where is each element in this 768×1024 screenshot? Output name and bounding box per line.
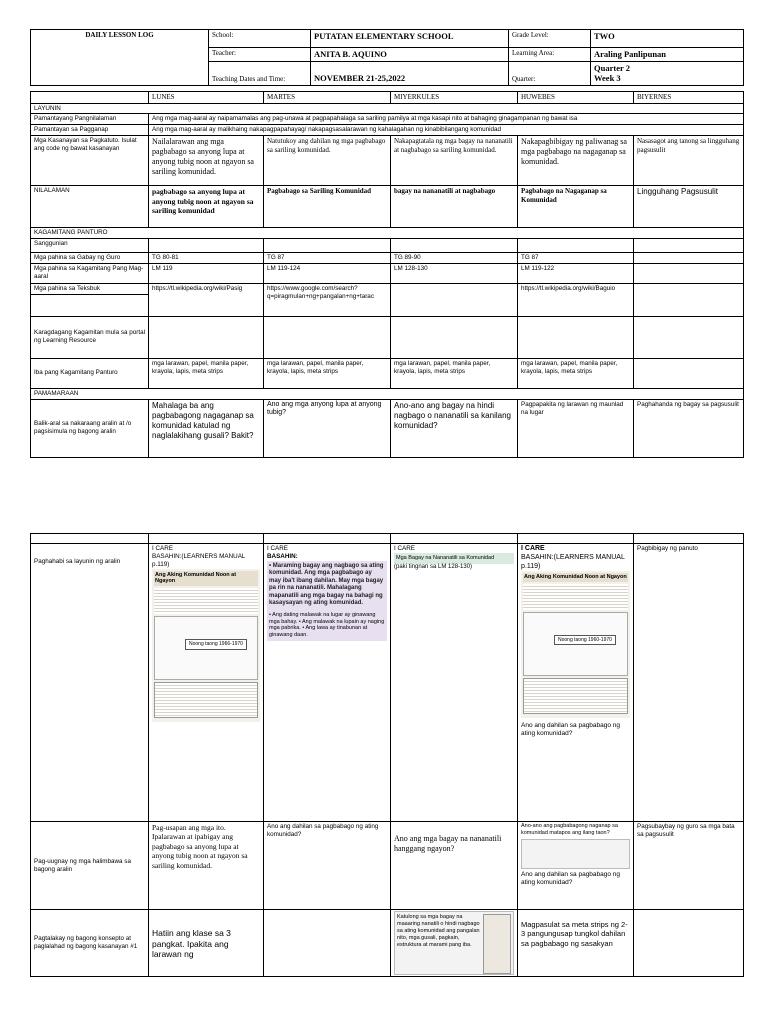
iba-cell: mga larawan, papel, manila paper, krayola, lapis, meta strips [264,358,391,388]
lesson-log-part-2 [30,533,743,977]
gabay-cell: TG 87 [264,253,391,264]
empty-cell [518,239,634,253]
image-title: Ang Aking Komunidad Noon at Ngayon [524,574,627,581]
teacher-name: ANITA B. AQUINO [311,48,509,62]
iba-cell: mga larawan, papel, manila paper, krayola, lapis, meta strips [391,358,518,388]
reading-bullets: • Ang dating malawak na lugar ay ginawang mga bahay. • Ang malawak na lupain ay naging mga pabrika. • Ang lawa ay tinabunan at ginawang daan. [269,611,385,639]
row-label: Pag-uugnay ng mga halimbawa sa bagong aralin [31,822,149,910]
empty-cell [391,316,518,358]
kasanayan-cell: Natutukoy ang dahilan ng mga pagbabago sa sariling komunidad. [264,136,391,186]
dates-label: Teaching Dates and Time: [209,61,311,85]
day-header: BIYERNES [634,91,744,103]
balik-cell: Ano ang mga anyong lupa at anyong tubig? [264,399,391,457]
lesson-log-part-1 [30,29,743,458]
quarter-value [591,61,744,85]
main-table [30,91,744,458]
pag-uugnay-wed: Ano ang mga bagay na nananatili hanggang ngayon? [391,822,518,910]
reading-text: • Maraming bagay ang nagbago sa ating komunidad. Ang mga pagbabago ay may iba't ibang dahilan. May mga bagay pa rin na nananatili. Mahalagang mapanatili ang mga bagay na bahagi ng kasaysayan ng ating komunidad. [269,562,384,607]
row-label: Karagdagang Kagamitan mula sa portal ng Learning Resource [31,316,149,358]
kagamitang-cell [634,263,744,283]
section-pamamaraan: PAMAMARAAN [31,388,744,399]
balik-cell: Pagpapakita ng larawan ng maunlad na lugar [518,399,634,457]
empty-cell [634,316,744,358]
year-badge: Noong taong 1960-1970 [554,635,616,645]
comparison-table-image [521,839,630,869]
pag-uugnay-fri: Pagsubaybay ng guro sa mga bata sa pagsusulit [634,822,744,910]
year-badge: Noong taong 1966-1970 [185,639,247,649]
week-number: Week 3 [594,73,621,84]
teacher-figure-icon [483,914,511,974]
gabay-cell: TG 80-81 [149,253,264,264]
kasanayan-cell: Nakapagtatala ng mga bagay na nananatili at nagbabago sa sariling komunidad. [391,136,518,186]
teacher-label: Teacher: [209,48,311,62]
image-text-lines [523,678,628,714]
row-label: Pagtalakay ng bagong konsepto at paglalahad ng bagong kasanayan #1 [31,910,149,977]
icare-label: I CARE [394,545,415,552]
thu-question-b: Ano ang dahilan sa pagbabago ng ating komunidad? [521,870,621,886]
row-label: Paghahabi sa layunin ng aralin [31,544,149,822]
pangnilalaman-text: Ang mga mag-aaral ay naipamamalas ang pag-unawa at pagpapahalaga sa sariling pamilya at mga kasapi nito at bahaging ginagampanan ng bawat isa [149,114,744,125]
speech-text: Katulong sa mga bagay na maaaring nanatili o hindi nagbago sa ating komunidad ang pangalan nito, mga gusali, pagkain, estruktura at marami pang iba. [397,914,480,948]
row-label: Mga Kasanayan sa Pagkatuto. Isulat ang code ng bawat kasanayan [31,136,149,186]
paghahabi-fri: Pagbibigay ng panuto [634,544,744,822]
balik-cell: Paghahanda ng bagay sa pagsusulit [634,399,744,457]
nilalaman-cell: Lingguhang Pagsusulit [634,186,744,228]
basahin-label: BASAHIN:(LEARNERS MANUAL p.119) [152,552,246,568]
paghahabi-wed [391,544,518,822]
community-sketch [154,616,258,680]
empty-cell [149,534,264,544]
gabay-cell [634,253,744,264]
row-label: Sanggunian [31,239,149,253]
header-table [30,29,744,86]
icare-label: I CARE [521,545,545,552]
pagtalakay-thu: Magpasulat sa meta strips ng 2-3 pangungusap tungkol dahilan sa pagbabago ng sasakyan [518,910,634,977]
teksbuk-link[interactable]: https://www.google.com/search?q=piragmulan+ng+pangalan+ng+tarac [264,283,391,316]
kagamitang-cell: LM 119-122 [518,263,634,283]
teksbuk-cell [391,283,518,316]
reading-card [267,561,387,642]
iba-cell: mga larawan, papel, manila paper, krayola, lapis, meta strips [149,358,264,388]
wed-image-title: Mga Bagay na Nananatili sa Komunidad [394,553,514,564]
empty-cell [264,239,391,253]
pag-uugnay-thu [518,822,634,910]
iba-cell: mga larawan, papel, manila paper, krayola, lapis, meta strips [518,358,634,388]
section-kagamitan: KAGAMITANG PANTURO [31,228,744,239]
empty-cell [149,316,264,358]
community-sketch [523,612,628,676]
gabay-cell: TG 87 [518,253,634,264]
teacher-speech-image [394,911,514,975]
image-text-lines [154,682,258,718]
kagamitang-cell: LM 128-130 [391,263,518,283]
image-text-lines [154,588,258,614]
day-header: HUWEBES [518,91,634,103]
school-label: School: [209,30,311,48]
procedure-table [30,533,744,977]
nilalaman-cell: Pagbabago sa Sariling Komunidad [264,186,391,228]
area-label: Learning Area: [509,48,591,62]
teksbuk-cell [634,283,744,316]
icare-label: I CARE [152,545,173,552]
nilalaman-cell: bagay na nananatili at nagbabago [391,186,518,228]
empty-cell [634,239,744,253]
nilalaman-cell: Pagbabago na Nagaganap sa Komunidad [518,186,634,228]
grade-label: Grade Level: [509,30,591,48]
empty-cell [264,534,391,544]
kasanayan-cell: Nasasagot ang tanong sa lingguhang pagsusulit [634,136,744,186]
dll-title: DAILY LESSON LOG [31,30,209,86]
empty-cell [518,316,634,358]
balik-cell: Mahalaga ba ang pagbabagong nagaganap sa komunidad katulad ng naglalakihang gusali? Bakit? [149,399,264,457]
day-header: MIYERKULES [391,91,518,103]
row-label: Mga pahina sa Gabay ng Guro [31,253,149,264]
day-header: LUNES [149,91,264,103]
kasanayan-cell: Nailalarawan ang mga pagbabago sa anyong lupa at anyong tubig noon at ngayon sa sariling komunidad. [149,136,264,186]
nilalaman-cell: pagbabago sa anyong lupa at anyong tubig noon at ngayon sa sariling komunidad [149,186,264,228]
thu-question: Ano ang dahilan sa pagbabago ng ating komunidad? [521,722,621,738]
row-label: Mga pahina sa Kagamitang Pang Mag-aaral [31,263,149,283]
gabay-cell: TG 89-90 [391,253,518,264]
row-label: Pamantayang Pangnilalaman [31,114,149,125]
empty-cell [634,534,744,544]
row-label: Pamantayan sa Pagganap [31,125,149,136]
kagamitang-cell: LM 119 [149,263,264,283]
pagtalakay-wed-cell [391,910,518,977]
pagtalakay-mon: Hatiin ang klase sa 3 pangkat. Ipakita ang larawan ng [149,910,264,977]
thu-question-a: Ano-ano ang pagbabagong naganap sa komunidad matapos ang ilang taon? [521,823,618,836]
kagamitang-cell: LM 119-124 [264,263,391,283]
paghahabi-mon [149,544,264,822]
row-label: NILALAMAN [31,186,149,228]
school-name: PUTATAN ELEMENTARY SCHOOL [311,30,509,48]
teksbuk-link[interactable]: https://tl.wikipedia.org/wiki/Pasig [149,283,264,316]
empty-cell [264,910,391,977]
day-header: MARTES [264,91,391,103]
pag-uugnay-mon: Pag-usapan ang mga ito. Ipalarawan at ipabigay ang pagbabago sa anyong lupa at anyong tubig noon at ngayon sa sariling komunidad. [149,822,264,910]
teksbuk-link[interactable]: https://tl.wikipedia.org/wiki/Baguio [518,283,634,316]
icare-label: I CARE [267,545,288,552]
pag-uugnay-tue: Ano ang dahilan sa pagbabago ng ating komunidad? [264,822,391,910]
lm-page-image [152,569,260,723]
iba-cell [634,358,744,388]
empty-cell [149,239,264,253]
dates-value: NOVEMBER 21-25,2022 [311,61,509,85]
row-label: Balik-aral sa nakaraang aralin at /o pagsisimula ng bagong aralin [31,399,149,457]
empty-cell [391,239,518,253]
paghahabi-thu [518,544,634,822]
empty-cell [634,910,744,977]
lm-page-image [521,571,630,718]
corner-cell [31,91,149,103]
empty-cell [518,534,634,544]
empty-cell [391,534,518,544]
empty-cell [31,534,149,544]
grade-value: TWO [591,30,744,48]
empty-cell [264,316,391,358]
basahin-label: BASAHIN:(LEARNERS MANUAL p.119) [521,553,625,570]
image-text-lines [523,584,628,610]
row-label: Mga pahina sa Teksbuk [31,283,149,294]
quarter-number: Quarter 2 [594,62,630,73]
basahin-label: BASAHIN: [267,552,298,560]
section-layunin: LAYUNIN [31,103,744,114]
image-title: Ang Aking Komunidad Noon at Ngayon [154,571,258,587]
quarter-label: Quarter: [509,61,591,85]
row-label: Iba pang Kagamitang Panturo [31,358,149,388]
paghahabi-tue [264,544,391,822]
wed-reference: (paki tingnan sa LM 128-130) [394,563,473,570]
empty-cell [31,294,149,316]
area-value: Araling Panlipunan [591,48,744,62]
kasanayan-cell: Nakapagbibigay ng paliwanag sa mga pagbabago na nagaganap sa komunidad. [518,136,634,186]
pagganap-text: Ang mga mag-aaral ay malikhaing nakapagpapahayag/ nakapagsasalarawan ng kahalagahan ng kinabibilangang komunidad [149,125,744,136]
balik-cell: Ano-ano ang bagay na hindi nagbago o nananatili sa kanilang komunidad? [391,399,518,457]
